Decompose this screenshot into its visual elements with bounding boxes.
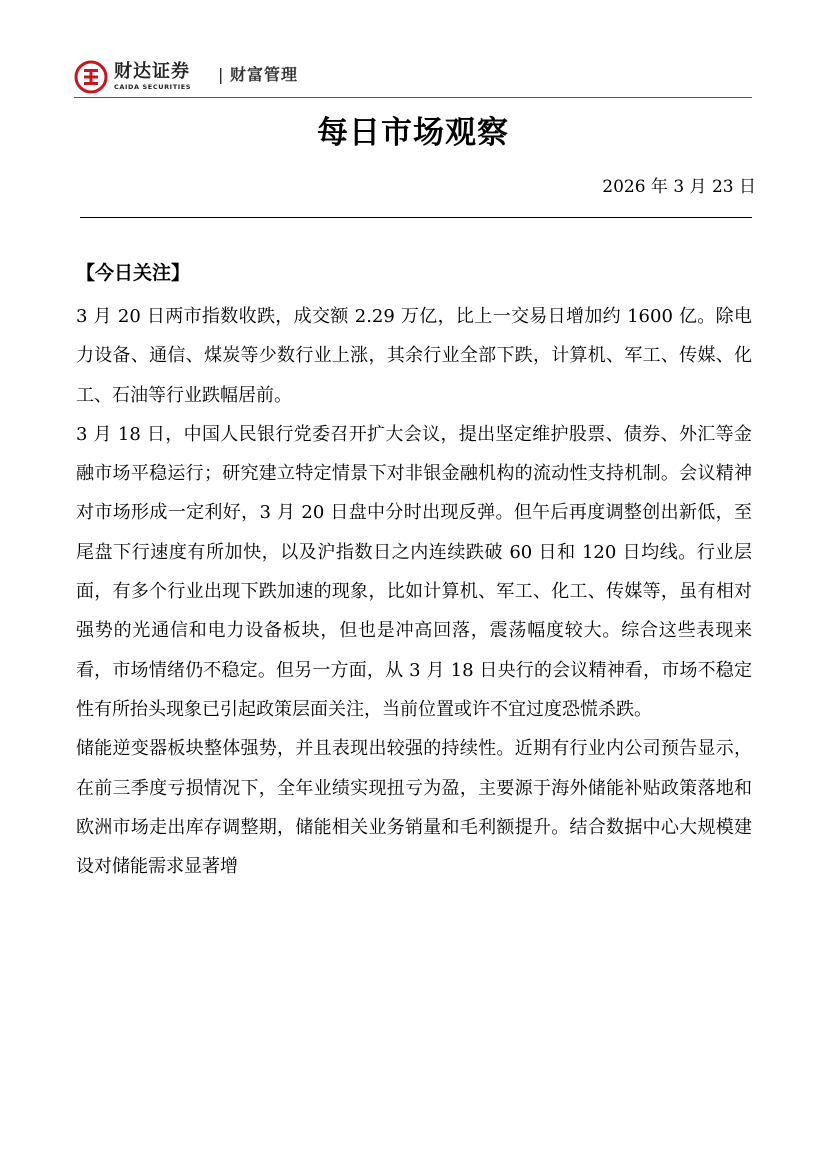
brand-separator: | (218, 65, 224, 84)
document-header (74, 58, 752, 96)
report-date: 2026 年 3 月 23 日 (602, 177, 756, 197)
brand-block (114, 62, 191, 92)
paragraph-energy-storage: 储能逆变器板块整体强势，并且表现出较强的持续性。近期有行业内公司预告显示，在前三季度亏损情况下，全年业绩实现扭亏为盈，主要源于海外储能补贴政策落地和欧洲市场走出库存调整期，储能相关业务销量和毛利额提升。结合数据中心大规模建设对储能需求显著增 (76, 738, 752, 878)
brand-name-en: CAIDA SECURITIES (114, 83, 192, 91)
brand-subtitle: 财富管理 (230, 65, 299, 84)
page-title: 每日市场观察 (317, 115, 509, 151)
paragraph-market-summary: 3 月 20 日两市指数收跌，成交额 2.29 万亿，比上一交易日增加约 1600 亿。除电力设备、通信、煤炭等少数行业上涨，其余行业全部下跌，计算机、军工、传媒、化工、石油等行业跌幅居前。 (76, 306, 752, 406)
article-body (76, 297, 752, 886)
paragraph-policy-analysis: 3 月 18 日，中国人民银行党委召开扩大会议，提出坚定维护股票、债券、外汇等金融市场平稳运行；研究建立特定情景下对非银金融机构的流动性支持机制。会议精神对市场形成一定利好，3 月 20 日盘中分时出现反弹。但午后再度调整创出新低，至尾盘下行速度有所加快，以及沪指数日之内连续跌破 60 日和 120 日均线。行业层面，有多个行业出现下跌加速的现象，比如计算机、军工、化工、传媒等，虽有相对强势的光通信和电力设备板块，但也是冲高回落，震荡幅度较大。综合这些表现来看，市场情绪仍不稳定。但另一方面，从 3 月 18 日央行的会议精神看，市场不稳定性有所抬头现象已引起政策层面关注，当前位置或许不宜过度恐慌杀跌。 (76, 423, 752, 720)
title-divider (80, 217, 752, 218)
section-heading: 【今日关注】 (76, 262, 191, 284)
caida-logo-icon (74, 60, 108, 94)
header-divider (74, 97, 752, 98)
brand-name-cn: 财达证券 (114, 61, 190, 82)
